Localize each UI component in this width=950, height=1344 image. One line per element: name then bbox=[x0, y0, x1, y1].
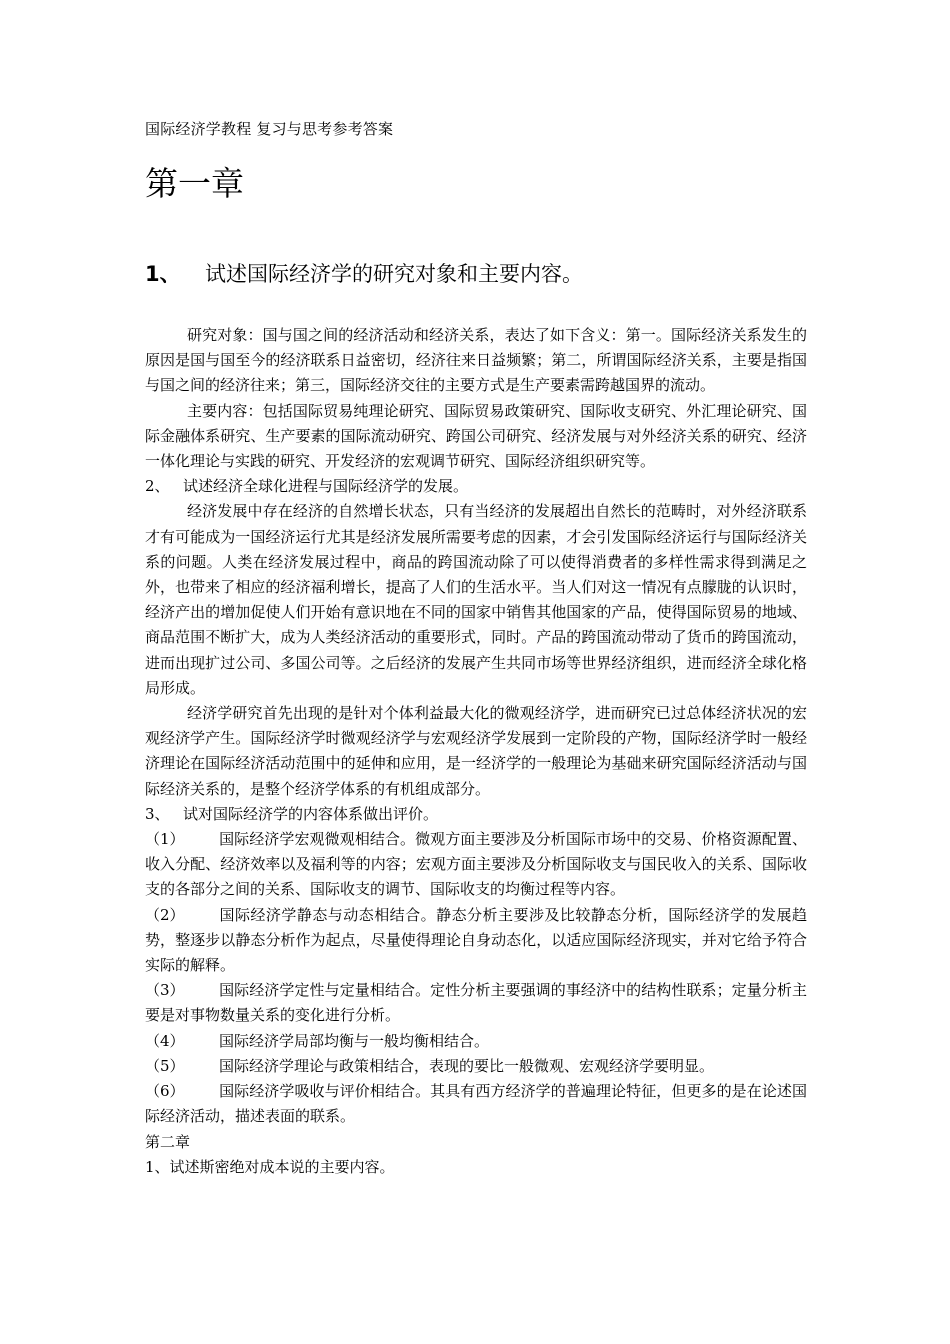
q3-item-label: （1） bbox=[145, 830, 185, 849]
chapter-2-heading: 第二章 bbox=[145, 1132, 191, 1151]
q3-item bbox=[145, 1079, 807, 1129]
q3-item bbox=[145, 903, 807, 979]
question-1-number: 1、 bbox=[145, 262, 181, 286]
q1-answer-paragraph-2: 主要内容：包括国际贸易纯理论研究、国际贸易政策研究、国际收支研究、外汇理论研究、国际金融体系研究、生产要素的国际流动研究、跨国公司研究、经济发展与对外经济关系的研究、经济一体化理论与实践的研究、开发经济的宏观调节研究、国际经济组织研究等。 bbox=[145, 401, 807, 471]
q3-item bbox=[145, 827, 807, 903]
chapter-2-question-1: 1、试述斯密绝对成本说的主要内容。 bbox=[145, 1157, 395, 1176]
question-1-text: 试述国际经济学的研究对象和主要内容。 bbox=[205, 262, 583, 286]
q3-item bbox=[145, 1029, 807, 1054]
q3-item-text: 国际经济学定性与定量相结合。定性分析主要强调的事经济中的结构性联系；定量分析主要是对事物数量关系的变化进行分析。 bbox=[145, 981, 807, 1025]
q3-item-text: 国际经济学吸收与评价相结合。其具有西方经济学的普遍理论特征，但更多的是在论述国际经济活动，描述表面的联系。 bbox=[145, 1082, 807, 1126]
q1-answer-paragraph-1: 研究对象：国与国之间的经济活动和经济关系，表达了如下含义：第一。国际经济关系发生的原因是国与国至今的经济联系日益密切，经济往来日益频繁；第二，所谓国际经济关系，主要是指国与国之间的经济往来；第三，国际经济交往的主要方式是生产要素需跨越国界的流动。 bbox=[145, 326, 807, 395]
document-body bbox=[145, 323, 807, 1180]
q3-item-label: （3） bbox=[145, 981, 185, 1000]
q3-item-label: （2） bbox=[145, 905, 185, 924]
q3-item-text: 国际经济学局部均衡与一般均衡相结合。 bbox=[219, 1031, 490, 1050]
question-3 bbox=[145, 802, 807, 827]
q3-item-label: （4） bbox=[145, 1031, 185, 1050]
question-3-text: 试对国际经济学的内容体系做出评价。 bbox=[183, 804, 439, 823]
q3-item-text: 国际经济学静态与动态相结合。静态分析主要涉及比较静态分析，国际经济学的发展趋势，整逐步以静态分析作为起点，尽量使得理论自身动态化，以适应国际经济现实，并对它给予符合实际的解释。 bbox=[145, 905, 807, 975]
question-1-heading bbox=[145, 258, 583, 288]
q3-item-label: （5） bbox=[145, 1056, 185, 1075]
question-2-number: 2、 bbox=[145, 477, 170, 496]
document-title: 国际经济学教程 复习与思考参考答案 bbox=[145, 120, 394, 138]
q3-item-text: 国际经济学理论与政策相结合，表现的要比一般微观、宏观经济学要明显。 bbox=[219, 1056, 715, 1075]
q2-answer-paragraph-1: 经济发展中存在经济的自然增长状态，只有当经济的发展超出自然长的范畴时，对外经济联系才有可能成为一国经济运行尤其是经济发展所需要考虑的因素，才会引发国际经济运行与国际经济关系的问题。人类在经济发展过程中，商品的跨国流动除了可以使得消费者的多样性需求得到满足之外，也带来了相应的经济福利增长，提高了人们的生活水平。当人们对这一情况有点朦胧的认识时，经济产出的增加促使人们开始有意识地在不同的国家中销售其他国家的产品，使得国际贸易的地域、商品范围不断扩大，成为人类经济活动的重要形式，同时。产品的跨国流动带动了货币的跨国流动，进而出现扩过公司、多国公司等。之后经济的发展产生共同市场等世界经济组织，进而经济全球化格局形成。 bbox=[145, 502, 807, 697]
chapter-1-heading: 第一章 bbox=[145, 164, 244, 203]
question-2-text: 试述经济全球化进程与国际经济学的发展。 bbox=[183, 477, 469, 496]
q3-item bbox=[145, 978, 807, 1028]
q3-item-text: 国际经济学宏观微观相结合。微观方面主要涉及分析国际市场中的交易、价格资源配置、收入分配、经济效率以及福利等的内容；宏观方面主要涉及分析国际收支与国民收入的关系、国际收支的各部分之间的关系、国际收支的调节、国际收支的均衡过程等内容。 bbox=[145, 830, 807, 899]
q2-answer-paragraph-2: 经济学研究首先出现的是针对个体利益最大化的微观经济学，进而研究已过总体经济状况的宏观经济学产生。国际经济学时微观经济学与宏观经济学发展到一定阶段的产物，国际经济学时一般经济理论在国际经济活动范围中的延伸和应用，是一经济学的一般理论为基础来研究国际经济活动与国际经济关系的，是整个经济学体系的有机组成部分。 bbox=[145, 704, 807, 798]
question-3-number: 3、 bbox=[145, 804, 170, 823]
q3-item bbox=[145, 1054, 807, 1079]
question-2 bbox=[145, 474, 807, 499]
q3-item-label: （6） bbox=[145, 1082, 185, 1101]
